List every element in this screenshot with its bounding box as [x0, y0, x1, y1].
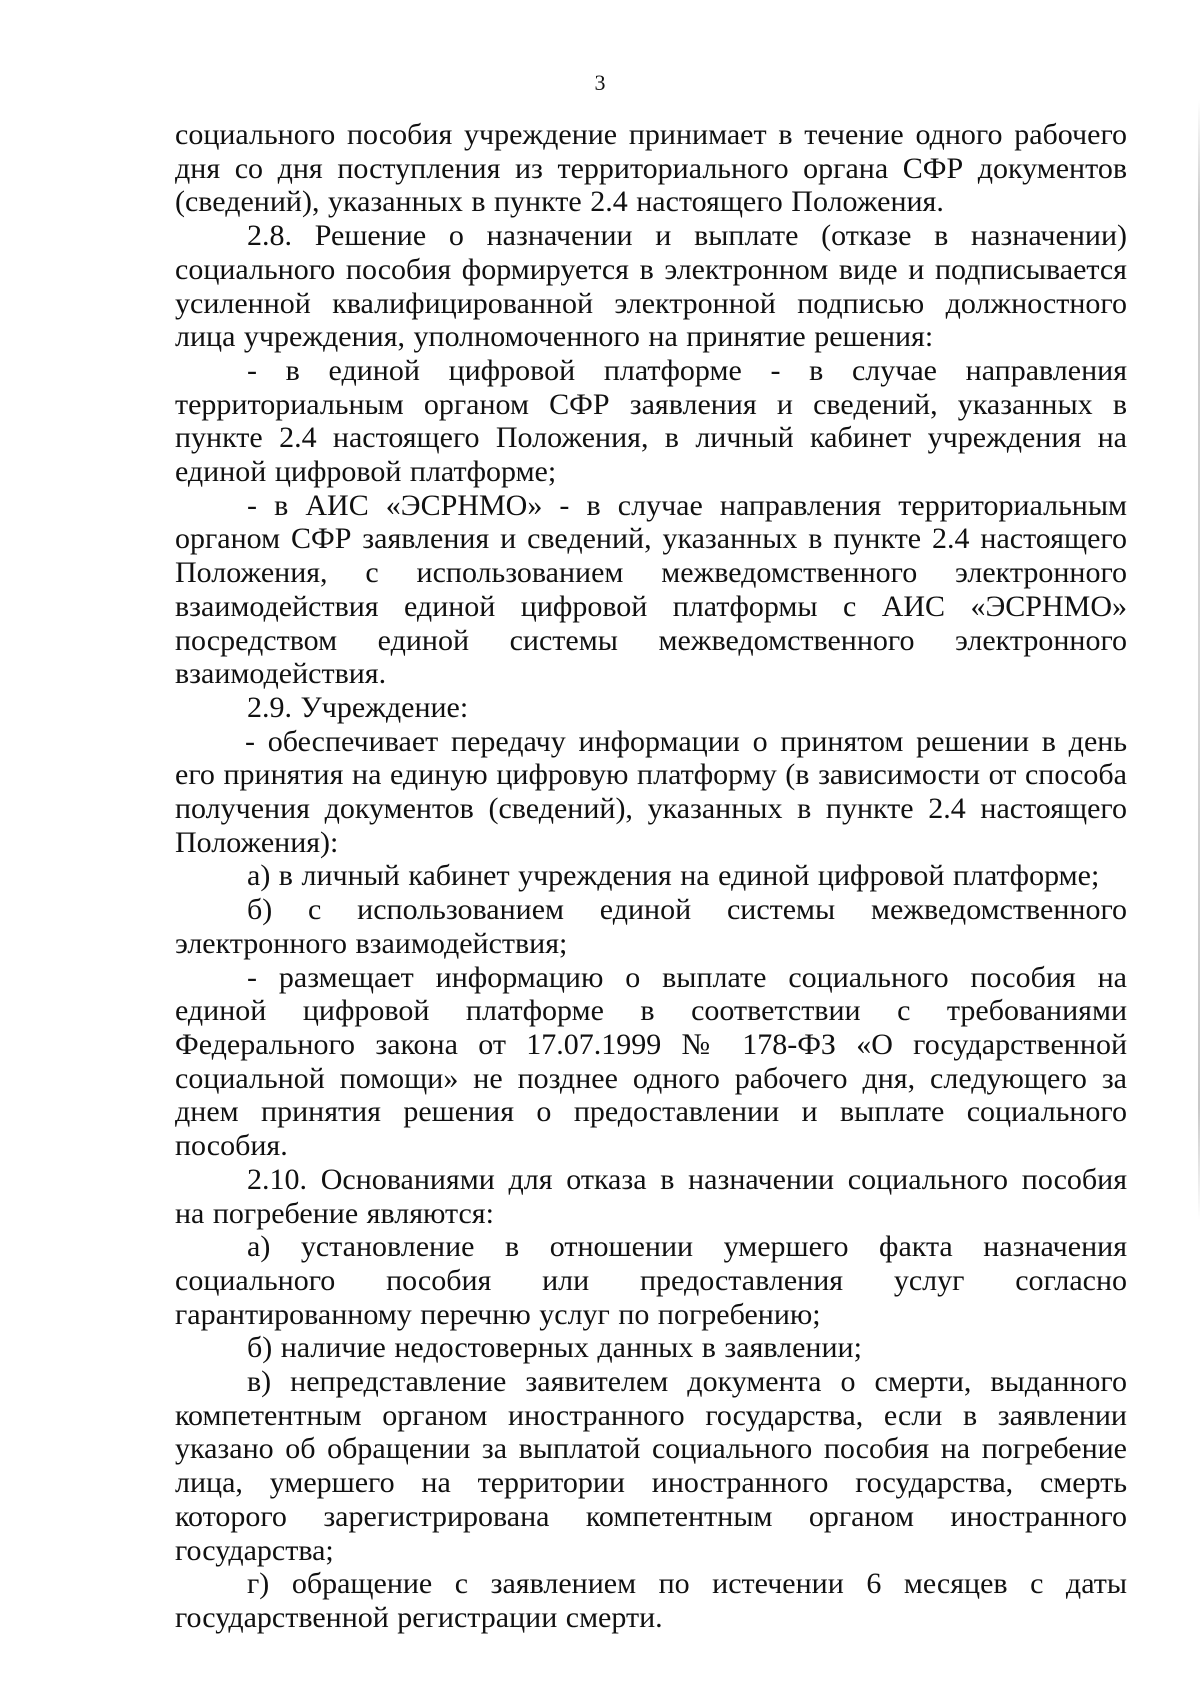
paragraph-continuation: социального пособия учреждение принимает в течение одного рабочего дня со дня поступления из территориального органа СФР документов (сведений), указанных в пункте 2.4 настоящего Положения. [175, 118, 1127, 219]
sub-item-a-cabinet: а) в личный кабинет учреждения на единой цифровой платформе; [247, 859, 1100, 893]
refusal-item-g: г) обращение с заявлением по истечении 6 месяцев с даты государственной регистрации смерти. [175, 1567, 1127, 1634]
paragraph-2-9: 2.9. Учреждение: [247, 690, 469, 724]
refusal-item-b: б) наличие недостоверных данных в заявлении; [247, 1331, 862, 1365]
refusal-item-a: а) установление в отношении умершего факта назначения социального пособия или предоставления услуг согласно гарантированному перечню услуг по погребению; [175, 1230, 1127, 1331]
paragraph-2-8: 2.8. Решение о назначении и выплате (отказе в назначении) социального пособия формируется в электронном виде и подписывается усиленной квалифицированной электронной подписью должностного лица учреждения, уполномоченного на принятие решения: [175, 219, 1127, 354]
paragraph-2-10: 2.10. Основаниями для отказа в назначении социального пособия на погребение являются: [175, 1162, 1127, 1230]
list-item-ais-esrnmo: - в АИС «ЭСРНМО» - в случае направления территориальным органом СФР заявления и сведений, указанных в пункте 2.4 настоящего Положения, с использованием межведомственного электронного взаимодействия единой цифровой платформы с АИС «ЭСРНМО» посредством единой системы межведомственного электронного взаимодействия. [175, 488, 1127, 691]
list-item-place-info: - размещает информацию о выплате социального пособия на единой цифровой платформе в соответствии с требованиями Федерального закона от 17.07.1999 № 178-ФЗ «О государственной социальной помощи» не позднее одного рабочего дня, следующего за днем принятия решения о предоставлении и выплате социального пособия. [175, 960, 1127, 1163]
list-item-transfer-info: - обеспечивает передачу информации о принятом решении в день его принятия на единую цифровую платформу (в зависимости от способа получения документов (сведений), указанных в пункте 2.4 настоящего Положения): [175, 724, 1127, 859]
refusal-item-v: в) непредставление заявителем документа о смерти, выданного компетентным органом иностранного государства, если в заявлении указано об обращении за выплатой социального пособия на погребение лица, умершего на территории иностранного государства, смерть которого зарегистрирована компетентным органом иностранного государства; [175, 1365, 1127, 1567]
list-item-digital-platform: - в единой цифровой платформе - в случае направления территориальным органом СФР заявления и сведений, указанных в пункте 2.4 настоящего Положения, в личный кабинет учреждения на единой цифровой платформе; [175, 353, 1127, 489]
page-number: 3 [594, 70, 606, 95]
document-body [175, 118, 1127, 1635]
sub-item-b-interaction: б) с использованием единой системы межведомственного электронного взаимодействия; [175, 893, 1127, 960]
